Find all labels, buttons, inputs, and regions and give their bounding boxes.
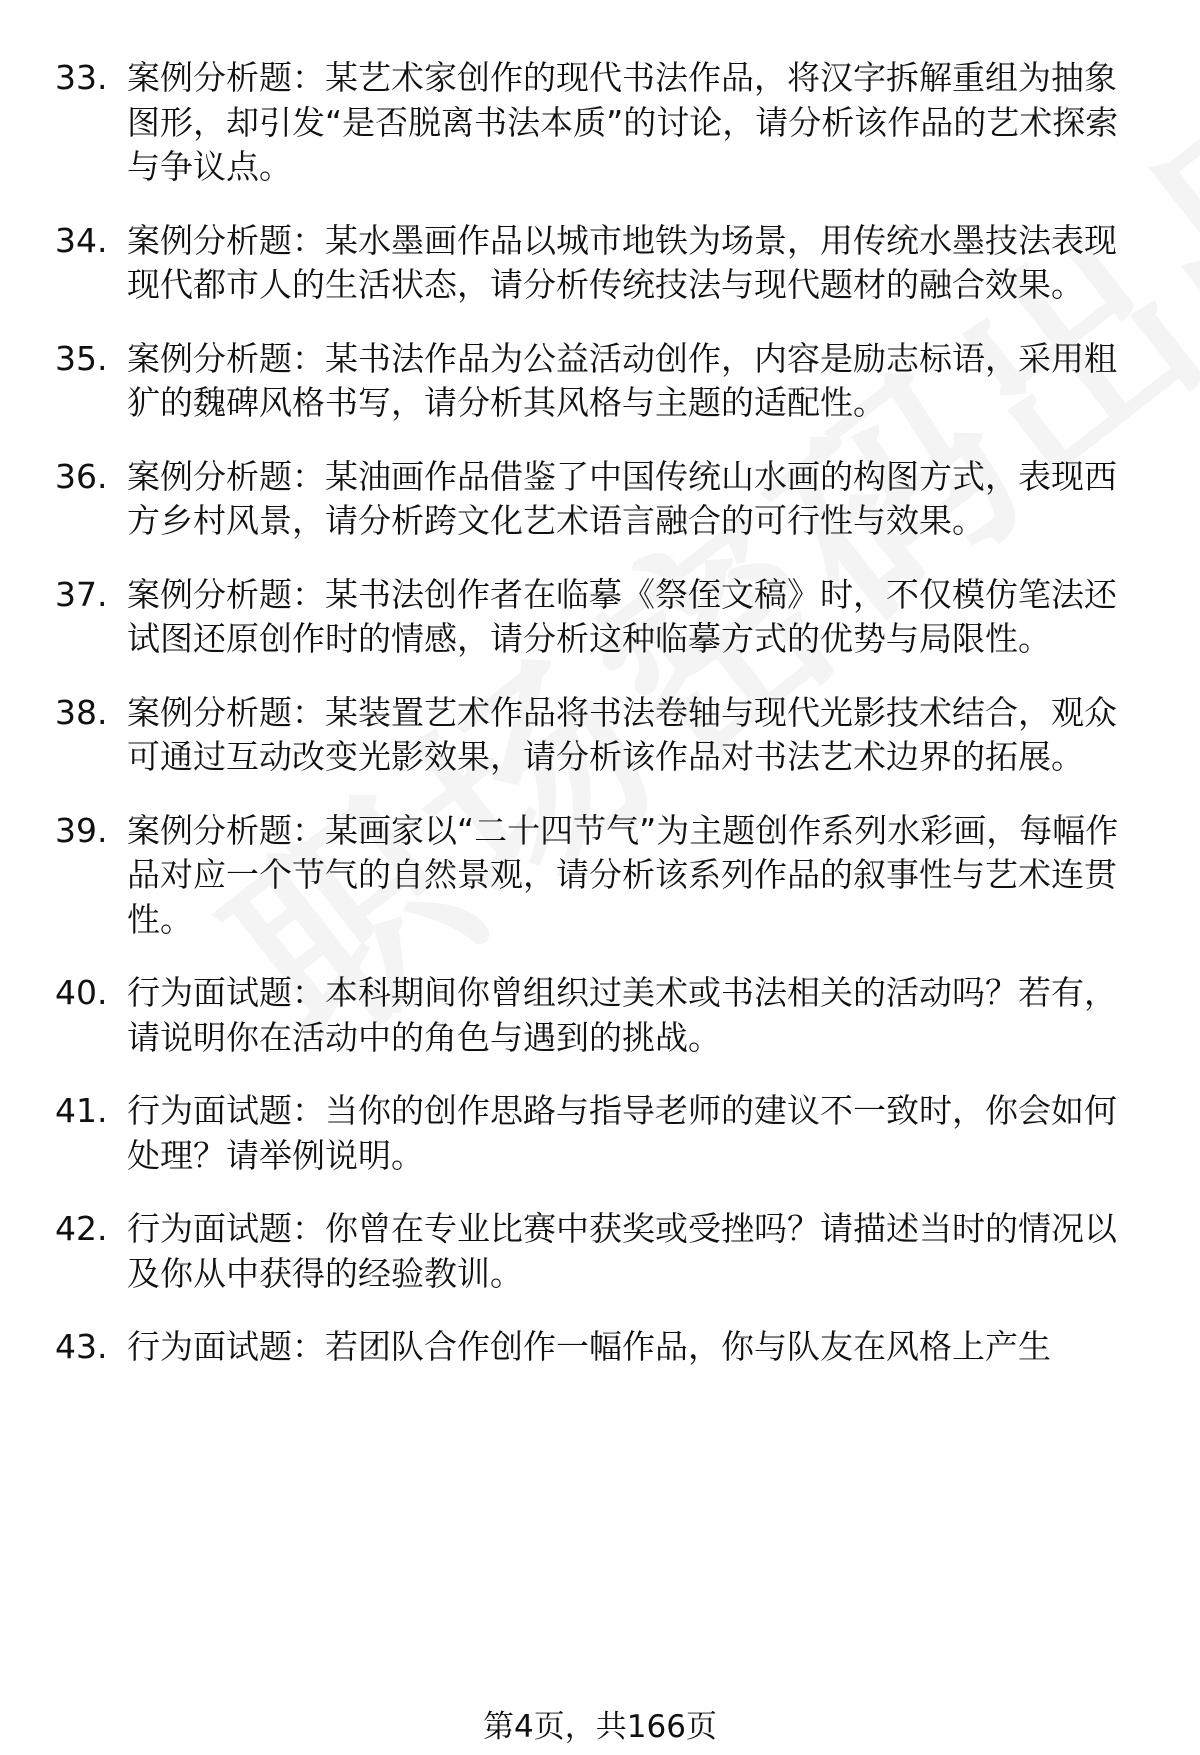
- question-text: 案例分析题：某油画作品借鉴了中国传统山水画的构图方式，表现西方乡村风景，请分析跨文化艺术语言融合的可行性与效果。: [127, 456, 1117, 540]
- question-text: 案例分析题：某书法作品为公益活动创作，内容是励志标语，采用粗犷的魏碑风格书写，请分析其风格与主题的适配性。: [127, 338, 1117, 422]
- question-text: 行为面试题：你曾在专业比赛中获奖或受挫吗？请描述当时的情况以及你从中获得的经验教训。: [127, 1209, 1117, 1293]
- question-text: 案例分析题：某艺术家创作的现代书法作品，将汉字拆解重组为抽象图形，却引发“是否脱离书法本质”的讨论，请分析该作品的艺术探索与争议点。: [127, 58, 1119, 186]
- question-text: 行为面试题：当你的创作思路与指导老师的建议不一致时，你会如何处理？请举例说明。: [127, 1091, 1117, 1175]
- question-item-41: [55, 1089, 1145, 1178]
- question-number: 42.: [55, 1209, 108, 1248]
- question-number: 36.: [55, 456, 108, 496]
- question-number: 35.: [55, 338, 108, 378]
- question-item-37: [55, 573, 1145, 662]
- question-number: 39.: [55, 810, 108, 850]
- question-text: 行为面试题：若团队合作创作一幅作品，你与队友在风格上产生: [127, 1327, 1051, 1366]
- question-number: 37.: [55, 574, 108, 614]
- page-footer: 第4页，共166页: [483, 1709, 717, 1745]
- question-item-35: [55, 337, 1145, 426]
- question-item-40: [55, 971, 1145, 1060]
- question-text: 行为面试题：本科期间你曾组织过美术或书法相关的活动吗？若有，请说明你在活动中的角色与遇到的挑战。: [127, 973, 1117, 1057]
- question-number: 38.: [55, 692, 108, 732]
- question-text: 案例分析题：某装置艺术作品将书法卷轴与现代光影技术结合，观众可通过互动改变光影效果，请分析该作品对书法艺术边界的拓展。: [127, 692, 1117, 776]
- question-number: 34.: [55, 220, 108, 260]
- question-item-39: [55, 809, 1145, 943]
- question-item-43: [55, 1325, 1145, 1370]
- question-item-34: [55, 219, 1145, 308]
- question-text: 案例分析题：某书法创作者在临摹《祭侄文稿》时，不仅模仿笔法还试图还原创作时的情感，请分析这种临摹方式的优势与局限性。: [127, 574, 1117, 658]
- question-list: [55, 56, 1145, 1370]
- question-number: 40.: [55, 973, 108, 1012]
- question-number: 33.: [55, 58, 108, 97]
- question-text: 案例分析题：某水墨画作品以城市地铁为场景，用传统水墨技法表现现代都市人的生活状态，请分析传统技法与现代题材的融合效果。: [127, 220, 1117, 304]
- question-number: 43.: [55, 1327, 108, 1366]
- question-text: 案例分析题：某画家以“二十四节气”为主题创作系列水彩画，每幅作品对应一个节气的自然景观，请分析该系列作品的叙事性与艺术连贯性。: [127, 810, 1119, 939]
- question-item-42: [55, 1207, 1145, 1296]
- question-item-38: [55, 691, 1145, 780]
- question-number: 41.: [55, 1091, 108, 1130]
- question-item-33: [55, 56, 1145, 190]
- question-item-36: [55, 455, 1145, 544]
